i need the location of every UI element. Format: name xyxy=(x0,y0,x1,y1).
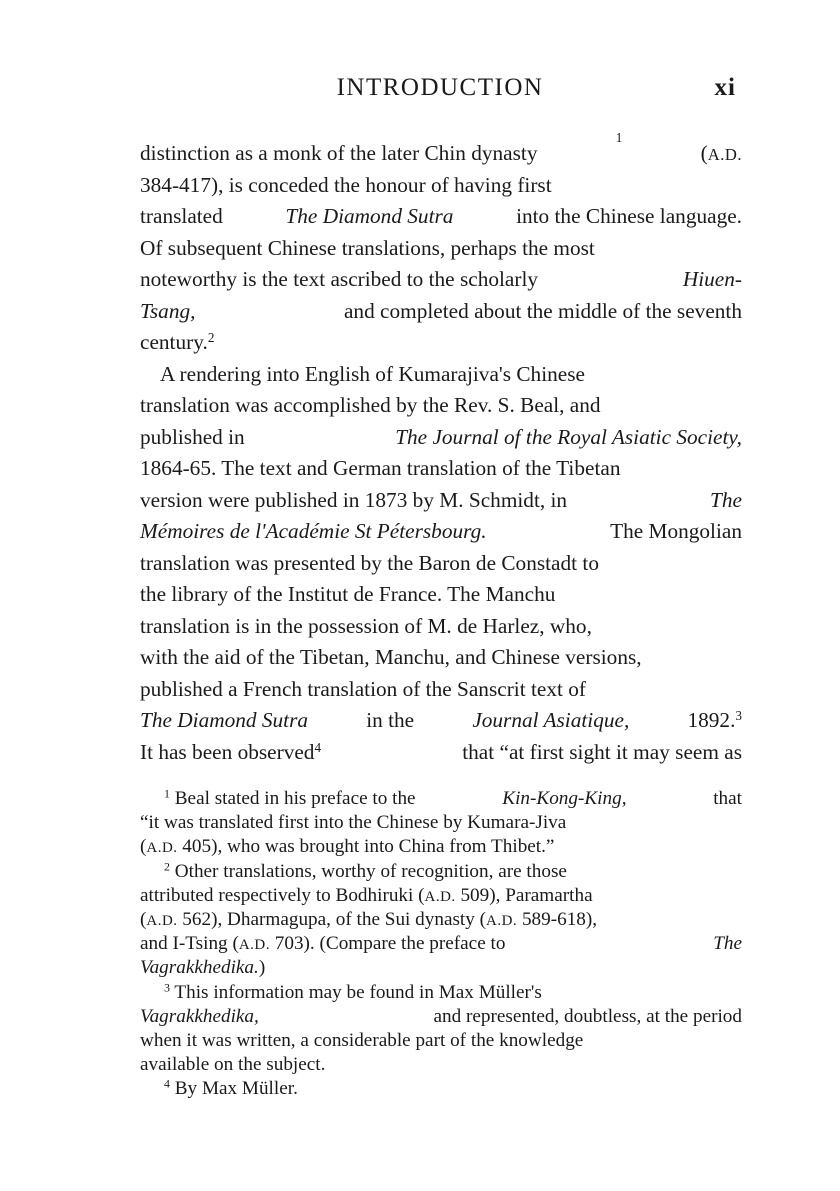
footnote-line: when it was written, a considerable part of the knowledge xyxy=(140,1029,584,1051)
italic-title: Vagrakkhedika. xyxy=(140,957,259,979)
text-line: Tsang, and completed about the middle of the seventh xyxy=(140,296,742,328)
text-line: version were published in 1873 by M. Schmidt, in The xyxy=(140,485,742,517)
text-line: Mémoires de l'Académie St Pétersbourg. The Mongolian xyxy=(140,516,742,548)
footnote-line: (A.D. 405), who was brought into China from Thibet.” xyxy=(140,836,555,858)
footnote-number: 3 xyxy=(164,979,170,994)
text-line: published a French translation of the Sanscrit text of xyxy=(140,676,586,701)
text-line: the library of the Institut de France. The Manchu xyxy=(140,582,556,606)
footnote-number: 2 xyxy=(164,859,170,874)
text-line: A rendering into English of Kumarajiva's Chinese xyxy=(160,361,585,386)
italic-title: The Diamond Sutra xyxy=(140,708,309,732)
text-line: 1864-65. The text and German translation of the Tibetan xyxy=(140,456,621,480)
footnote-line: available on the subject. xyxy=(140,1054,326,1076)
footnote-line: Vagrakkhedika.) xyxy=(140,957,266,979)
text-line: translated The Diamond Sutra into the Chinese language. xyxy=(140,201,742,233)
italic-title: The xyxy=(710,487,742,512)
main-text xyxy=(140,130,742,768)
text-line: with the aid of the Tibetan, Manchu, and Chinese versions, xyxy=(140,645,642,669)
footnote-line: (A.D. 562), Dharmagupa, of the Sui dynasty (A.D. 589-618), xyxy=(140,908,598,930)
page-header xyxy=(140,74,740,108)
text-line: distinction as a monk of the later Chin dynasty 1 (A.D. xyxy=(140,138,742,170)
footnote-line: $^4$ By Max Müller. xyxy=(164,1076,298,1100)
italic-title: The Journal of the Royal Asiatic Society, xyxy=(395,424,742,449)
footnote-line: $^2$ Other translations, worthy of recognition, are those xyxy=(164,859,567,882)
italic-title: The Diamond Sutra xyxy=(285,204,454,228)
footnote-number: 1 xyxy=(164,786,170,801)
footnote-number: 4 xyxy=(164,1076,170,1091)
text-line: The Diamond Sutra in the Journal Asiatique, 1892.$^3$ xyxy=(140,705,742,737)
footnote-line: attributed respectively to Bodhiruki (A.D. 509), Paramartha xyxy=(140,884,593,906)
italic-title: Journal Asiatique, xyxy=(472,708,630,732)
text-line: It has been observed$^4$ that “at first sight it may seem as xyxy=(140,739,742,764)
footnote-ref: 3 xyxy=(735,707,742,723)
text-line: noteworthy is the text ascribed to the scholarly Hiuen- xyxy=(140,264,742,296)
footnote-line: “it was translated first into the Chinese by Kumara-Jiva xyxy=(140,812,567,834)
italic-title: The xyxy=(713,933,742,955)
footnote-line: Vagrakkhedika, and represented, doubtless, at the period xyxy=(140,1005,742,1029)
footnote-line: and I-Tsing (A.D. 703). (Compare the preface to The xyxy=(140,932,742,956)
text-line: published in The Journal of the Royal Asiatic Society, xyxy=(140,422,742,454)
footnotes xyxy=(140,787,742,1101)
italic-name: Tsang, xyxy=(140,298,196,323)
footnote-ref: 4 xyxy=(314,739,322,755)
text-line: Of subsequent Chinese translations, perhaps the most xyxy=(140,235,595,260)
italic-name: Hiuen- xyxy=(682,267,742,291)
text-line: translation was accomplished by the Rev. S. Beal, and xyxy=(140,393,601,417)
italic-title: Kin-Kong-King, xyxy=(502,788,627,809)
italic-title: Vagrakkhedika, xyxy=(140,1005,259,1027)
text-line: century.$^2$ xyxy=(140,329,215,354)
footnote-ref: 1 xyxy=(615,130,623,145)
running-title: INTRODUCTION xyxy=(336,74,544,101)
text-line: translation was presented by the Baron de Constadt to xyxy=(140,550,599,575)
footnote-line: $^1$ Beal stated in his preface to the Kin-Kong-King, that xyxy=(140,787,742,811)
footnote-line: $^3$ This information may be found in Max Müller's xyxy=(164,979,542,1003)
footnote-ref: 2 xyxy=(207,329,215,345)
text-line: 384-417), is conceded the honour of having first xyxy=(140,172,552,197)
text-line: translation is in the possession of M. de Harlez, who, xyxy=(140,613,592,638)
italic-title: Mémoires de l'Académie St Pétersbourg. xyxy=(140,519,487,543)
page-number: xi xyxy=(714,74,736,101)
